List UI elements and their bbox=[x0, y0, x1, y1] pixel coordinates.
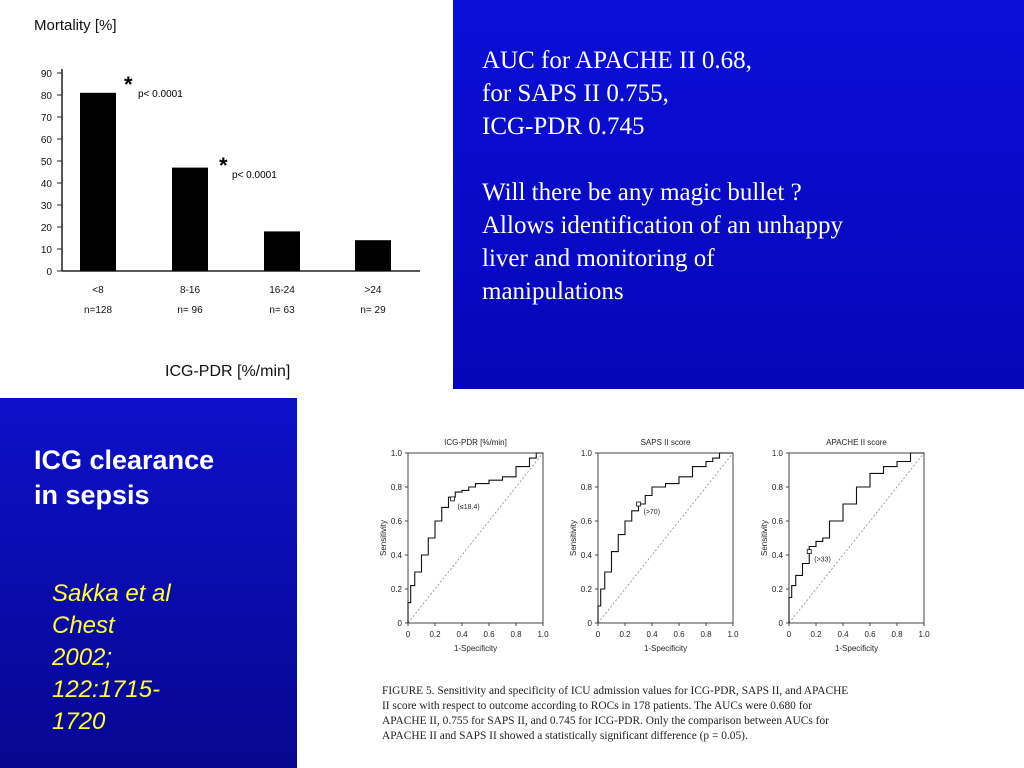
y-tick-label: 90 bbox=[40, 69, 52, 80]
roc-figure bbox=[375, 428, 975, 678]
x-tick-label: 0.2 bbox=[810, 630, 822, 639]
x-tick-label: 0.6 bbox=[483, 630, 495, 639]
p-value-label: p< 0.0001 bbox=[138, 89, 183, 100]
roc-reference-line bbox=[789, 453, 924, 623]
bar-chart-xlabels bbox=[84, 285, 386, 316]
roc-panel-icg-pdr bbox=[379, 438, 549, 653]
x-category-label: 8-16 bbox=[179, 285, 201, 296]
p-value-label: p< 0.0001 bbox=[232, 170, 277, 181]
roc-cutoff-marker bbox=[637, 502, 641, 506]
roc-cutoff-label: (>33) bbox=[814, 556, 831, 564]
x-tick-label: 0 bbox=[405, 630, 411, 639]
y-tick-label: 0.6 bbox=[580, 517, 592, 526]
bar bbox=[80, 93, 116, 271]
bar bbox=[172, 168, 208, 271]
bar-chart-annotation-2 bbox=[219, 153, 277, 181]
y-tick-label: 1.0 bbox=[390, 449, 402, 458]
summary-line: AUC for APACHE II 0.68, bbox=[482, 47, 752, 74]
summary-text bbox=[482, 44, 1002, 308]
bar bbox=[355, 240, 391, 271]
significance-star: * bbox=[219, 153, 228, 178]
y-tick-label: 40 bbox=[40, 179, 52, 190]
roc-xlabel: 1-Specificity bbox=[453, 644, 498, 653]
y-tick-label: 30 bbox=[40, 201, 52, 212]
y-tick-label: 0 bbox=[587, 619, 592, 628]
roc-title: SAPS II score bbox=[640, 438, 691, 447]
y-tick-label: 0.8 bbox=[771, 483, 783, 492]
figure-caption bbox=[382, 684, 942, 744]
y-tick-label: 0.2 bbox=[771, 585, 783, 594]
roc-panel-apache-ii bbox=[760, 438, 930, 653]
bar-chart-annotation-1 bbox=[124, 72, 183, 100]
y-tick-label: 0.6 bbox=[390, 517, 402, 526]
y-tick-label: 0.4 bbox=[390, 551, 402, 560]
citation bbox=[52, 578, 171, 738]
x-tick-label: 1.0 bbox=[537, 630, 549, 639]
roc-cutoff-label: (>70) bbox=[643, 509, 661, 516]
x-n-label: n= 96 bbox=[177, 305, 203, 316]
slide-title-line: ICG clearance bbox=[34, 445, 215, 475]
x-tick-label: 0 bbox=[786, 630, 792, 639]
roc-ylabel: Sensitivity bbox=[379, 519, 388, 557]
slide-title-line: in sepsis bbox=[34, 480, 150, 510]
x-tick-label: 1.0 bbox=[918, 630, 930, 639]
y-tick-label: 20 bbox=[40, 223, 52, 234]
caption-line: APACHE II, 0.755 for SAPS II, and 0.745 for ICG-PDR. Only the comparison between AUCs for bbox=[382, 715, 829, 727]
summary-line: for SAPS II 0.755, bbox=[482, 80, 669, 107]
bar-chart-yticks bbox=[41, 69, 62, 278]
x-tick-label: 0.4 bbox=[456, 630, 468, 639]
slide-title bbox=[34, 443, 214, 513]
x-category-label: <8 bbox=[92, 285, 104, 296]
summary-line bbox=[482, 143, 1002, 176]
roc-title: APACHE II score bbox=[826, 438, 887, 447]
x-tick-label: 0.4 bbox=[837, 630, 849, 639]
citation-line: 1720 bbox=[52, 708, 106, 735]
x-n-label: n= 63 bbox=[269, 305, 295, 316]
y-tick-label: 0.8 bbox=[580, 483, 592, 492]
y-tick-label: 0 bbox=[46, 267, 52, 278]
x-tick-label: 0 bbox=[595, 630, 601, 639]
caption-line: FIGURE 5. Sensitivity and specificity of ICU admission values for ICG-PDR, SAPS II, and APACHE bbox=[382, 685, 849, 697]
caption-line: II score with respect to outcome according to ROCs in 178 patients. The AUCs were 0.680 for bbox=[382, 700, 813, 712]
summary-line: Will there be any magic bullet ? bbox=[482, 179, 802, 206]
x-category-label: 16-24 bbox=[269, 285, 295, 296]
roc-title: ICG-PDR [%/min] bbox=[444, 438, 507, 447]
y-tick-label: 60 bbox=[40, 135, 52, 146]
y-tick-label: 1.0 bbox=[580, 449, 592, 458]
y-tick-label: 0 bbox=[397, 619, 402, 628]
y-tick-label: 0.6 bbox=[771, 517, 783, 526]
summary-line: manipulations bbox=[482, 278, 624, 305]
bar-chart-bars bbox=[80, 93, 391, 271]
x-tick-label: 0.8 bbox=[700, 630, 712, 639]
summary-line: ICG-PDR 0.745 bbox=[482, 113, 645, 140]
roc-cutoff-label: (≤18.4) bbox=[457, 503, 480, 511]
y-tick-label: 0.4 bbox=[771, 551, 783, 560]
x-tick-label: 1.0 bbox=[727, 630, 739, 639]
citation-line: Chest bbox=[52, 612, 115, 639]
bar-chart-ylabel: Mortality [%] bbox=[34, 17, 117, 34]
x-tick-label: 0.8 bbox=[510, 630, 522, 639]
y-tick-label: 10 bbox=[40, 245, 52, 256]
roc-cutoff-marker bbox=[807, 550, 811, 554]
y-tick-label: 0.4 bbox=[580, 551, 592, 560]
bar bbox=[264, 231, 300, 271]
significance-star: * bbox=[124, 72, 133, 97]
x-tick-label: 0.6 bbox=[673, 630, 685, 639]
x-tick-label: 0.6 bbox=[864, 630, 876, 639]
caption-line: APACHE II and SAPS II showed a statistically significant difference (p = 0.05). bbox=[382, 730, 748, 742]
x-tick-label: 0.2 bbox=[429, 630, 441, 639]
x-n-label: n= 29 bbox=[360, 305, 386, 316]
y-tick-label: 50 bbox=[40, 157, 52, 168]
summary-line: liver and monitoring of bbox=[482, 245, 715, 272]
x-tick-label: 0.4 bbox=[646, 630, 658, 639]
y-tick-label: 1.0 bbox=[771, 449, 783, 458]
x-tick-label: 0.2 bbox=[619, 630, 631, 639]
y-tick-label: 0 bbox=[778, 619, 783, 628]
roc-cutoff-marker bbox=[451, 497, 455, 501]
x-n-label: n=128 bbox=[83, 305, 113, 316]
summary-line: Allows identification of an unhappy bbox=[482, 212, 844, 239]
y-tick-label: 0.8 bbox=[390, 483, 402, 492]
citation-line: Sakka et al bbox=[52, 580, 171, 607]
roc-xlabel: 1-Specificity bbox=[643, 644, 688, 653]
mortality-bar-chart bbox=[0, 0, 453, 398]
citation-line: 2002; bbox=[52, 644, 113, 671]
y-tick-label: 0.2 bbox=[390, 585, 402, 594]
y-tick-label: 0.2 bbox=[580, 585, 592, 594]
x-category-label: >24 bbox=[364, 285, 382, 296]
citation-line: 122:1715- bbox=[52, 676, 161, 703]
roc-ylabel: Sensitivity bbox=[760, 519, 769, 557]
bar-chart-xlabel: ICG-PDR [%/min] bbox=[165, 363, 291, 380]
x-tick-label: 0.8 bbox=[891, 630, 903, 639]
y-tick-label: 80 bbox=[40, 91, 52, 102]
roc-panel-saps-ii bbox=[569, 438, 739, 653]
y-tick-label: 70 bbox=[40, 113, 52, 124]
roc-xlabel: 1-Specificity bbox=[834, 644, 879, 653]
roc-ylabel: Sensitivity bbox=[569, 519, 578, 557]
